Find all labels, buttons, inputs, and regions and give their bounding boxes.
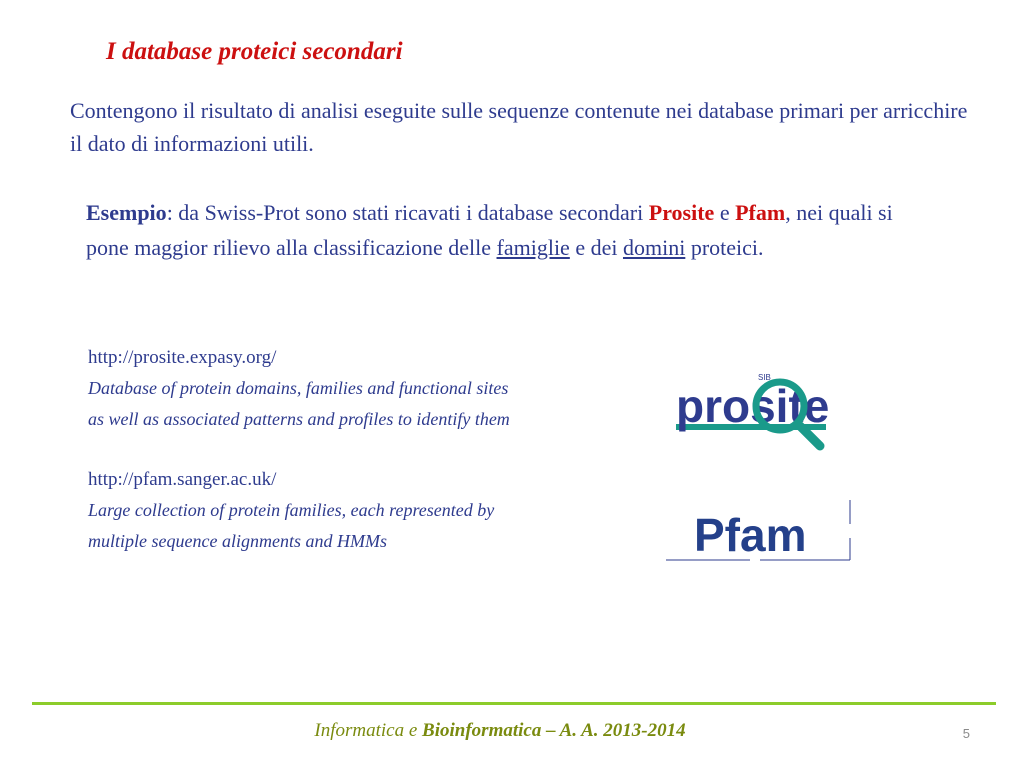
pfam-description-line-1: Large collection of protein families, each represented by <box>88 500 495 520</box>
footer-course <box>0 720 1000 742</box>
prosite-logo-text: prosite <box>676 380 830 432</box>
footer-divider <box>32 702 996 705</box>
pfam-highlight: Pfam <box>735 200 786 225</box>
pfam-url[interactable]: http://pfam.sanger.ac.uk/ <box>88 469 277 490</box>
pfam-logo <box>664 496 854 566</box>
example-label: Esempio <box>86 200 167 225</box>
pfam-entry <box>88 464 608 557</box>
example-paragraph <box>86 195 906 265</box>
pfam-description-line-2: multiple sequence alignments and HMMs <box>88 531 387 551</box>
prosite-logo-sib: SIB <box>758 373 771 382</box>
prosite-description-line-1: Database of protein domains, families and functional sites <box>88 378 509 398</box>
footer-course-prefix: Informatica e <box>314 720 423 741</box>
example-text-3: , nei quali si pone maggior rilievo alla classificazione delle <box>86 200 893 260</box>
prosite-url[interactable]: http://prosite.expasy.org/ <box>88 347 277 368</box>
footer-course-bold: Bioinformatica – A. A. 2013-2014 <box>422 720 686 741</box>
example-text-4: e dei <box>569 235 623 260</box>
example-text-2: e <box>714 200 736 225</box>
prosite-logo <box>672 366 852 456</box>
famiglie-term: famiglie <box>496 235 570 260</box>
page-number: 5 <box>962 726 970 741</box>
example-text-5: proteici. <box>685 235 764 260</box>
example-text-1: : da Swiss-Prot sono stati ricavati i database secondari <box>166 200 649 225</box>
prosite-entry <box>88 342 608 435</box>
prosite-description-line-2: as well as associated patterns and profiles to identify them <box>88 409 510 429</box>
intro-paragraph: Contengono il risultato di analisi eseguite sulle sequenze contenute nei database primari per arricchire il dato di informazioni utili. <box>70 98 968 156</box>
slide-title: I database proteici secondari <box>106 38 403 65</box>
prosite-highlight: Prosite <box>648 200 715 225</box>
domini-term: domini <box>622 235 686 260</box>
pfam-logo-text: Pfam <box>694 509 807 561</box>
